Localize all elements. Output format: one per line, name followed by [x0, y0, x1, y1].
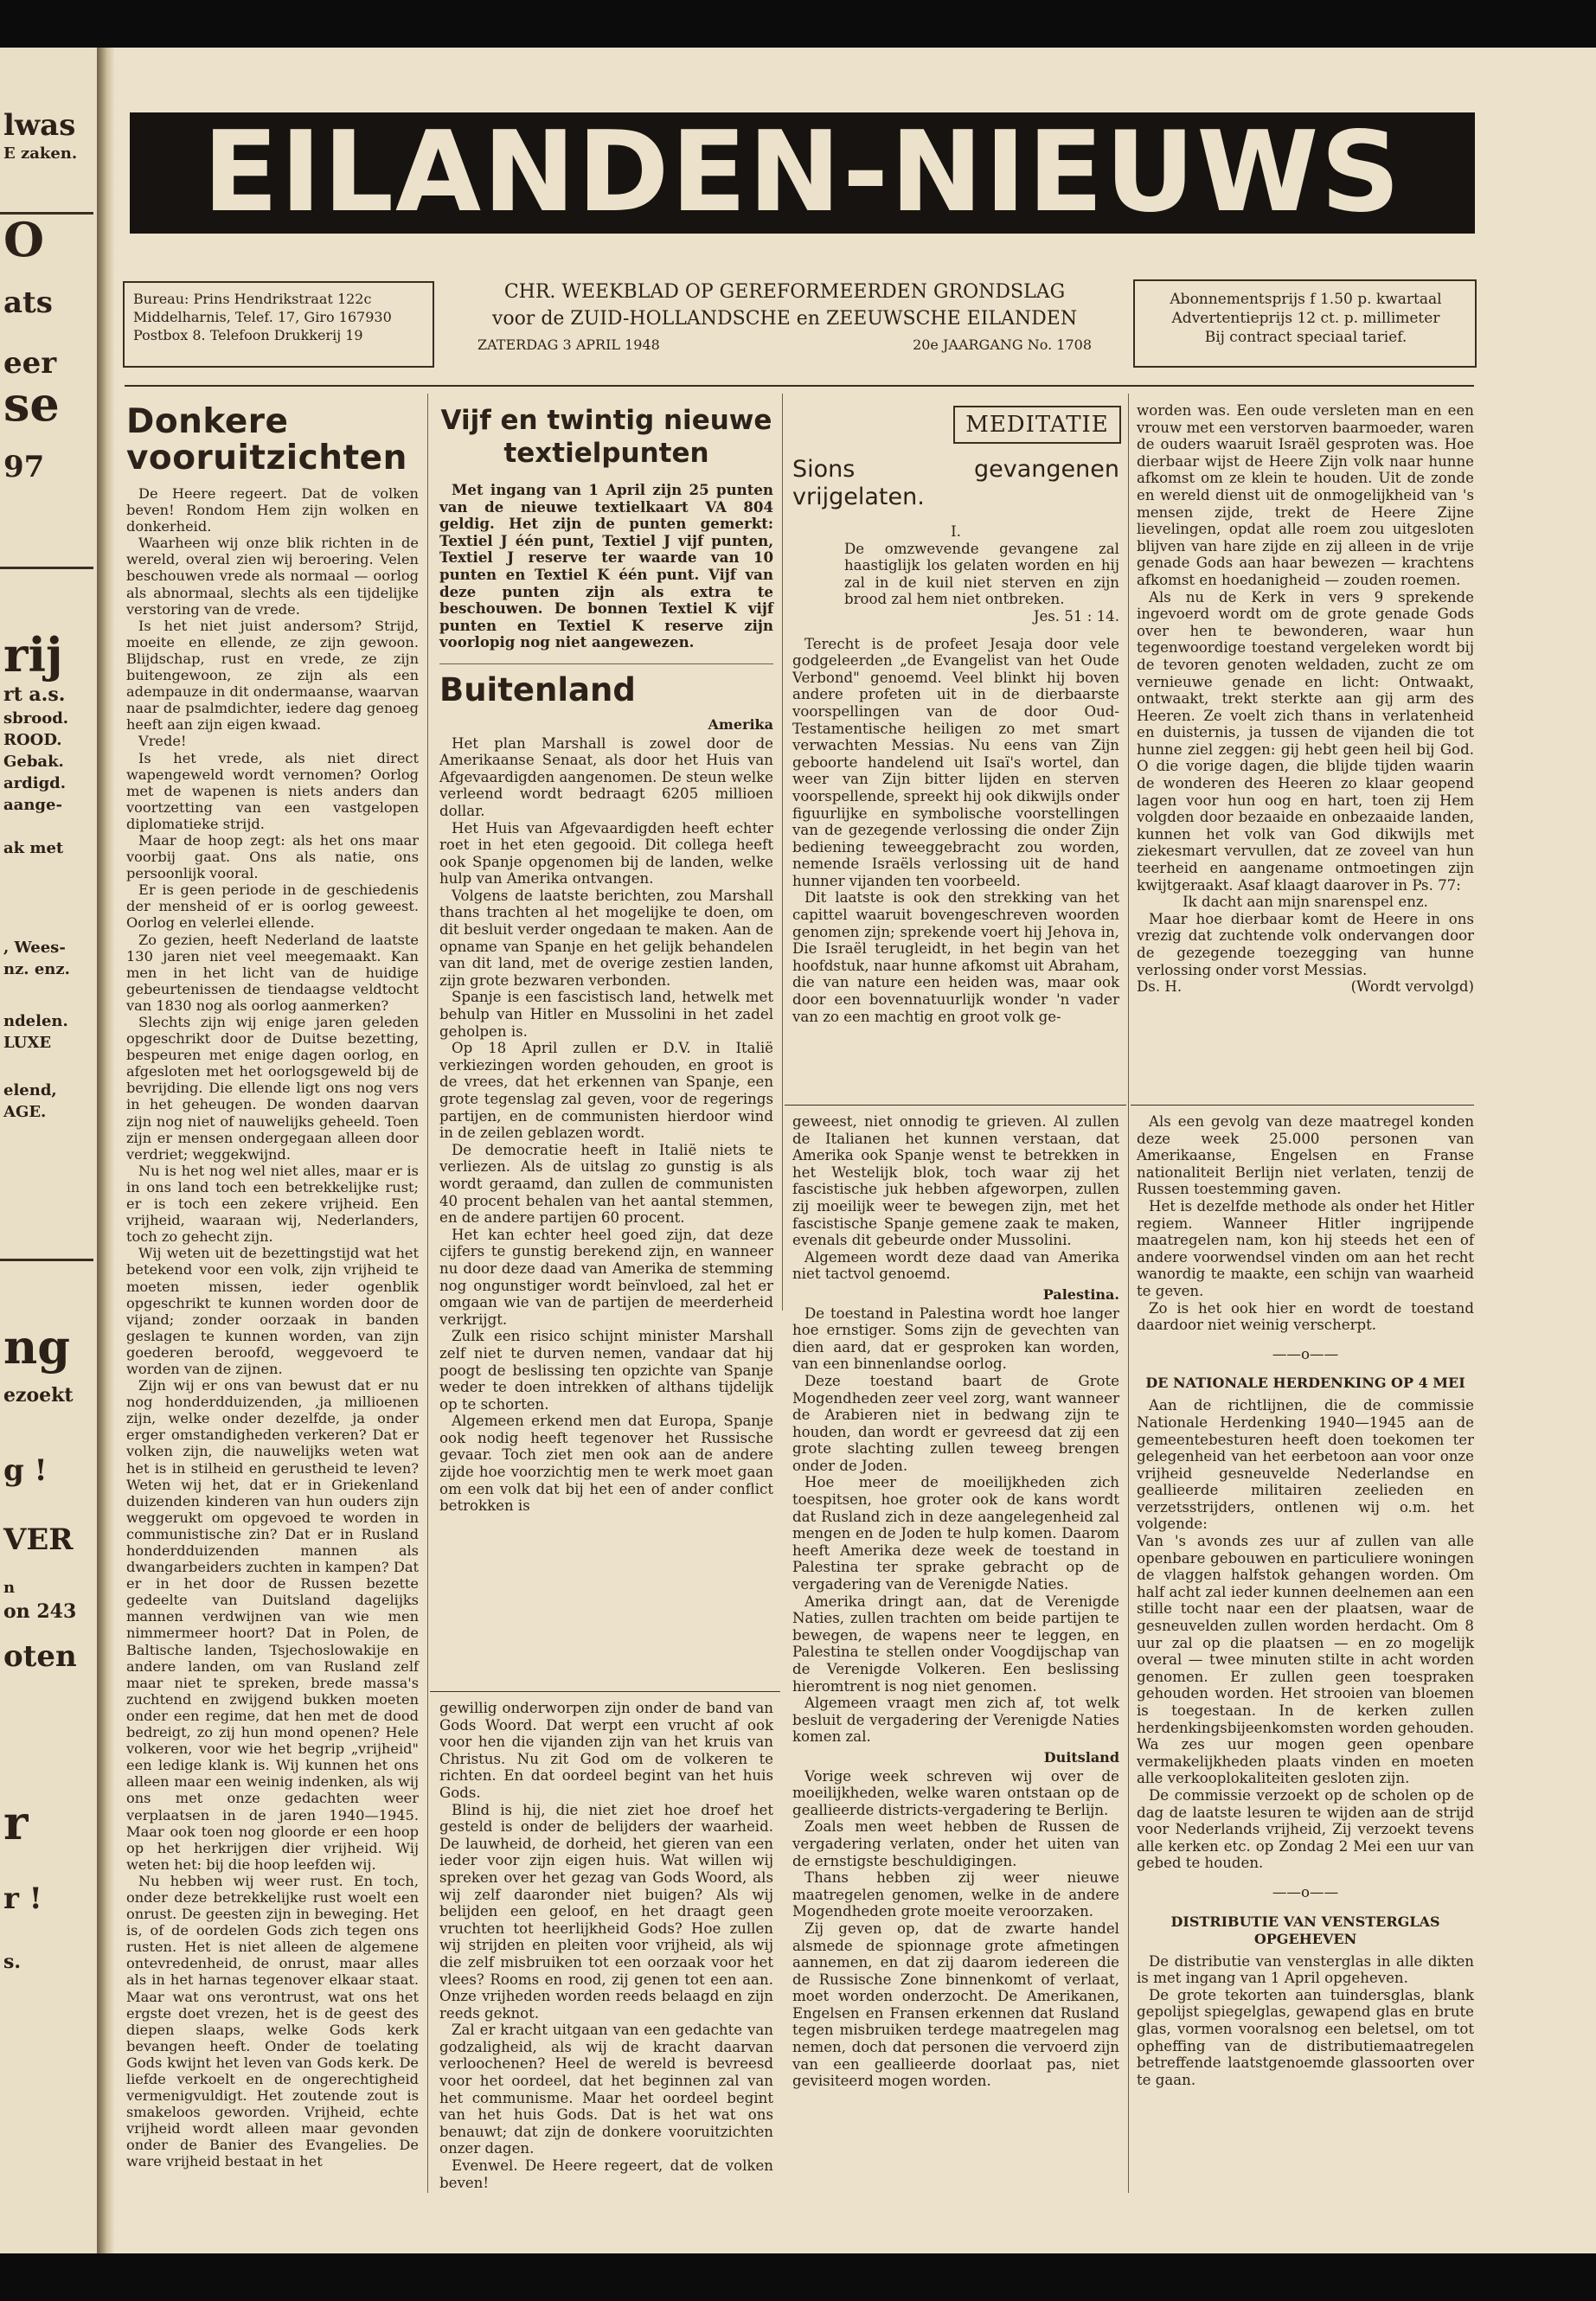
paragraph: Het kan echter heel goed zijn, dat deze cijfers te gunstig berekend zijn, en wanneer nu door deze daad van Amerika de stemming nog ongunstiger wordt beïnvloed, zal het er omgaan wie van de partijen de meerderheid verkrijgt. [439, 1226, 773, 1328]
paragraph: Waarheen wij onze blik richten in de wereld, overal zien wij beroering. Velen beschouwen vrede als normaal — oorlog als abnormaal, slechts als een tijdelijke verstoring van de vrede. [126, 535, 419, 618]
prev-frag: sbrood. [3, 709, 69, 727]
paragraph: Zoals men weet hebben de Russen de vergadering verlaten, onder het uiten van de ernstigste beschuldigingen. [792, 1818, 1119, 1869]
textiel-text: Met ingang van 1 April zijn 25 punten van de nieuwe textielkaart VA 804 geldig. Het zijn de punten gemerkt: Textiel J één punt, Textiel J vijf punten, Textiel J reserve ter waarde van 10 punten en Textiel K één punt. Vijf van deze punten zijn als extra te beschouwen. De bonnen Textiel K vijf punten en Textiel K reserve zijn voorlopig nog niet aangewezen. [439, 481, 773, 651]
prev-frag: ats [3, 285, 53, 320]
bureau-line: Bureau: Prins Hendrikstraat 122c [133, 291, 372, 307]
paragraph: De democratie heeft in Italië niets te verliezen. Als de uitslag zo gunstig is als wordt geraamd, dan zullen de communisten 40 procent behalen van het aantal stemmen, en de andere partijen 60 procent. [439, 1141, 773, 1227]
subtitle-line-1: CHR. WEEKBLAD OP GEREFORMEERDEN GRONDSLAG [503, 281, 1066, 303]
divider: ——o—— [1272, 1883, 1339, 1900]
masthead-title: EILANDEN-NIEUWS [130, 112, 1475, 234]
part-numeral: I. [951, 523, 961, 540]
column-rule [1128, 394, 1129, 2193]
paragraph: Van 's avonds zes uur af zullen van alle openbare gebouwen en particuliere woningen de vlaggen halfstok gehangen worden. Om half acht zal ieder kunnen deelnemen aan een stille tocht naar een der plaatsen, waar de gesneuvelden zullen worden herdacht. Om 8 uur zal op die plaatsen — en zo mogelijk overal — twee minuten stilte in acht worden genomen. Er zullen geen toespraken gehouden worden. Het strooien van bloemen is toegestaan. In de kerken zullen herdenkingsbijeenkomsten worden gehouden. Wa zes uur mogen geen openbare vermakelijkheden plaats vinden en moeten alle verkooplokaliteiten gesloten zijn. [1137, 1533, 1474, 1787]
prev-frag: nz. enz. [3, 960, 70, 978]
donkere-continued [439, 1700, 773, 2191]
to-be-continued: (Wordt vervolgd) [1350, 978, 1474, 996]
scripture-reference: Jes. 51 : 14. [1033, 607, 1119, 625]
prev-frag: r ! [3, 1881, 42, 1916]
prev-frag: VER [3, 1522, 74, 1557]
previous-page-strip [0, 48, 99, 2253]
binding-gutter [97, 48, 114, 2253]
prev-frag: 97 [3, 450, 45, 484]
paragraph: Nu is het nog wel niet alles, maar er is in ons land toch een betrekkelijke rust; er is toch een zekere vrijheid. Een vrijheid, waaraan wij, Nederlanders, toch zo gehecht zijn. [126, 1162, 419, 1246]
divider: ——o—— [1272, 1345, 1339, 1362]
buitenland-title: Buitenland [439, 670, 636, 708]
article-title: Donkere vooruitzichten [126, 402, 407, 478]
buitenland-continued [792, 1113, 1119, 2090]
meditatie-article [792, 404, 1119, 1025]
prev-frag: ak met [3, 839, 64, 857]
header-rule [125, 385, 1474, 387]
paragraph: Op 18 April zullen er D.V. in Italië verkiezingen worden gehouden, en groot is de vrees, dat het erkennen van Spanje, een grote tegenslag zal geven, voor de regerings partijen, en de communisten hierdoor wind in de zeilen geblazen wordt. [439, 1040, 773, 1142]
prev-frag: LUXE [3, 1034, 52, 1052]
column-rule [427, 394, 428, 2193]
paragraph: Er is geen periode in de geschiedenis der mensheid of er is oorlog geweest. Oorlog en velerlei ellende. [126, 881, 419, 932]
masthead-subtitle [452, 281, 1118, 353]
scripture-quote: De omzwevende gevangene zal haastiglijk los gelaten worden en hij zal in de kuil niet sterven en zijn brood zal hem niet ontbreken. [844, 540, 1119, 608]
paragraph: Vrede! [138, 733, 187, 750]
prev-frag: r [3, 1795, 29, 1850]
paragraph: De Heere regeert. Dat de volken beven! Rondom Hem zijn wolken en donkerheid. [126, 485, 419, 535]
paragraph: Thans hebben zij weer nieuwe maatregelen genomen, welke in de andere Mogendheden grote moeite veroorzaken. [792, 1869, 1119, 1920]
paragraph: Volgens de laatste berichten, zou Marshall thans trachten al het mogelijke te doen, om dit besluit verder ongedaan te maken. Aan de opname van Spanje en het gelijk behandelen van dit land, met de overige zestien landen, zijn grote bezwaren verbonden. [439, 887, 773, 989]
prev-frag: Gebak. [3, 753, 64, 771]
paragraph: Zulk een risico schijnt minister Marshall zelf niet te durven nemen, vandaar dat hij poogt de beslissing ten opzichte van Spanje weder te doen intrekken of althans tijdelijk op te schorten. [439, 1328, 773, 1413]
prev-frag: ROOD. [3, 731, 62, 749]
issue-date: ZATERDAG 3 APRIL 1948 [478, 336, 660, 353]
rate-line: Abonnementsprijs f 1.50 p. kwartaal [1170, 291, 1442, 308]
paragraph: gewillig onderworpen zijn onder de band van Gods Woord. Dat werpt een vrucht af ook voor hen die vijanden zijn van het kruis van Christus. Nu zit God om de volkeren te richten. En dat oordeel begint van het huis Gods. [439, 1700, 773, 1801]
paragraph: Dit laatste is ook den strekking van het capittel waaruit bovengeschreven woorden genomen zijn; sprekende voert hij Jehova in, Die Israël terugleidt, in het begin van het hoofdstuk, naar hunne afkomst uit Abraham, die van nature een heiden was, maar ook door een bovennatuurlijk wonder 'n vader van zo een machtig en groot volk ge- [792, 889, 1119, 1025]
section-head-duitsland: Duitsland [1043, 1748, 1119, 1766]
paragraph: Als nu de Kerk in vers 9 sprekende ingevoerd wordt om de grote genade Gods over hen te bewonderen, waar hun tegenwoordige toestand vergeleken wordt bij de tevoren genoten weldaden, zucht ze om vernieuwe genade en licht: Ontwaakt, ontwaakt, trekt sterkte aan gij arm des Heeren. Ze voelt zich thans in verlatenheid en duisternis, ja tussen de vijanden die tot hunne ziel zeggen: gij hebt geen heil bij God. O die vorige dagen, die blijde tijden waarin de wonderen des Heeren zo klaar geopend lagen voor hun oog en hart, toen zij Hem volgden door bezaaide en onbezaaide landen, kunnen het volk van God dikwijls met ziekesmart vervullen, dat ze zoveel van hun teerheid en aangename ontmoetingen zijn kwijtgeraakt. Asaf klaagt daarover in Ps. 77: [1137, 588, 1474, 894]
paragraph: De toestand in Palestina wordt hoe langer hoe ernstiger. Soms zijn de gevechten van dien aard, dat er gesproken kan worden, van een binnenlandse oorlog. [792, 1304, 1119, 1373]
subtitle-line-2: voor de ZUID-HOLLANDSCHE en ZEEUWSCHE EILANDEN [491, 308, 1078, 330]
paragraph: Het plan Marshall is zowel door de Amerikaanse Senaat, als door het Huis van Afgevaardigden aangenomen. De steun welke verleend wordt bedraagt 6205 millioen dollar. [439, 734, 773, 819]
rate-line: Advertentieprijs 12 ct. p. millimeter [1171, 310, 1440, 327]
prev-frag: , Wees- [3, 939, 66, 957]
paragraph: Aan de richtlijnen, die de commissie Nationale Herdenking 1940—1945 aan de gemeentebesturen heeft doen toekomen ter gelegenheid van het eerbetoon aan voor onze vrijheid gesneuvelde Nederlandse en geallieerde militairen zeelieden en verzetsstrijders, ontlenen wij o.m. het volgende: [1137, 1397, 1474, 1533]
paragraph: Amerika dringt aan, dat de Verenigde Naties, zullen trachten om beide partijen te bewegen, de wapens neer te leggen, en Palestina te stellen onder Voogdijschap van de Verenigde Volkeren. Een beslissing hieromtrent is nog niet genomen. [792, 1593, 1119, 1695]
paragraph: Hoe meer de moeilijkheden zich toespitsen, hoe groter ook de kans wordt dat Rusland zich in deze aangelegenheid zal mengen en de Joden te hulp komen. Daarom heeft Amerika deze week de toestand in Palestina ter sprake gebracht op de vergadering van de Verenigde Naties. [792, 1474, 1119, 1593]
paragraph: Algemeen wordt deze daad van Amerika niet tactvol genoemd. [792, 1248, 1119, 1283]
article-donkere-vooruitzichten [126, 402, 419, 2170]
paragraph: Is het niet juist andersom? Strijd, moeite en ellende, ze zijn gewoon. Blijdschap, rust en vrede, ze zijn buitengewoon, ze zijn als een adempauze in dit ondermaanse, waarvan naar de psalmdichter, iedere dag genoeg heeft aan zijn eigen kwaad. [126, 617, 419, 734]
prev-frag: on 243 [3, 1600, 77, 1623]
prev-frag: elend, [3, 1081, 57, 1099]
section-rule [430, 1691, 780, 1692]
newspaper-page [114, 48, 1596, 2253]
bureau-box [123, 281, 434, 368]
paragraph: Spanje is een fascistisch land, hetwelk met behulp van Hitler en Mussolini in het zadel geholpen is. [439, 989, 773, 1040]
paragraph: Zijn wij er ons van bewust dat er nu nog honderdduizenden, ,ja millioenen zijn, welke onder dezelfde, ja onder erger omstandigheden verkeren? Dat er volken zijn, die nauwelijks weten wat het is in stilheid en gerustheid te leven? Weten wij het, dat er in Griekenland duizenden kinderen van hun ouders zijn weggerukt om opgevoed te worden in communistische zin? Dat er in Rusland honderdduizenden mannen als dwangarbeiders zuchten in kampen? Dat er in het door de Russen bezette gedeelte van Duitsland dagelijks mannen verdwijnen van wie men nimmermeer hoort? Dat in Polen, de Baltische landen, Tsjechoslowakije en andere landen, om van Rusland zelf maar niet te spreken, brede massa's zuchtend en zwijgend bukken moeten onder een regime, dat hen met de dood bedreigt, zo zij hun mond openen? Hele volkeren, voor wie het begrip „vrijheid" een ledige klank is. Wij kunnen het ons alleen maar een weinig indenken, als wij ons met onze gedachten weer verplaatsen in de jaren 1940—1945. Maar ook toen nog gloorde er een hoop op het herkrijgen dier vrijheid. Wij weten het: bij die hoop leefden wij. [126, 1377, 419, 1873]
paragraph: Evenwel. De Heere regeert, dat de volken beven! [439, 2157, 773, 2191]
herdenking-title: DE NATIONALE HERDENKING OP 4 MEI [1145, 1375, 1465, 1392]
rates-box [1133, 279, 1477, 368]
signature: Ds. H. [1137, 978, 1183, 996]
section-rule [1131, 1105, 1474, 1106]
bureau-line: Postbox 8. Telefoon Drukkerij 19 [133, 327, 363, 343]
paragraph: Als een gevolg van deze maatregel konden deze week 25.000 personen van Amerikaanse, Engelsen en Franse nationaliteit Berlijn niet verlaten, tenzij de Russen toestemming gaven. [1137, 1113, 1474, 1198]
prev-frag: E zaken. [3, 144, 78, 163]
column-4-lower [1137, 1113, 1474, 2088]
prev-frag: ndelen. [3, 1012, 68, 1030]
textiel-title: Vijf en twintig nieuwe textielpunten [440, 405, 772, 469]
column-2 [439, 404, 773, 1515]
prev-frag: n [3, 1579, 16, 1597]
paragraph: Het is dezelfde methode als onder het Hitler regiem. Wanneer Hitler ingrijpende maatregelen nam, kon hij steeds het een of andere voorwendsel vinden om aan het recht wanordig te maakte, een schijn van waarheid te geven. [1137, 1197, 1474, 1299]
prev-frag: lwas [3, 108, 76, 143]
paragraph: Zo gezien, heeft Nederland de laatste 130 jaren niet veel meegemaakt. Kan men in het licht van de huidige gebeurtenissen de tiendaagse veldtocht van 1830 nog als oorlog aanmerken? [126, 931, 419, 1014]
paragraph: Zo is het ook hier en wordt de toestand daardoor niet weinig verscherpt. [1137, 1299, 1474, 1334]
rate-line: Bij contract speciaal tarief. [1204, 329, 1407, 346]
paragraph: Algemeen erkend men dat Europa, Spanje ook nodig heeft tegenover het Russische gevaar. Toch ziet men ook aan de andere zijde hoe voorzichtig men te werk moet gaan om een volk dat bij het een of ander conflict betrokken is [439, 1413, 773, 1515]
bureau-line: Middelharnis, Telef. 17, Giro 167930 [133, 309, 392, 325]
paragraph: Blind is hij, die niet ziet hoe droef het gesteld is onder de belijders der waarheid. De lauwheid, de dorheid, het gieren van een ieder voor zijn eigen huis. Wat willen wij spreken over het gezag van Gods Woord, als wij zelf daaronder niet buigen? Als wij belijden een geloof, en het draagt geen vruchten tot heerlijkheid Gods? Hoe zullen wij strijden en pleiten voor vrijheid, als wij die zelf misbruiken tot een oorzaak voor het vlees? Rooms en rood, zij genen tot een aan. Onze vrijheden worden reeds belaagd en zijn reeds geknot. [439, 1801, 773, 2022]
paragraph: De distributie van vensterglas in alle dikten is met ingang van 1 April opgeheven. [1137, 1952, 1474, 1987]
paragraph: worden was. Een oude versleten man en een vrouw met een verstorven baarmoeder, waren de ouders waaruit Israël gesproten was. Hoe dierbaar wijst de Heere Zijn volk naar hunne afkomst om ze klein te houden. Uit de zonde en wereld dienst uit de onmogelijkheid van 's mensen zijde, trekt de Heere Zijne lievelingen, opdat alle roem zou uitgesloten blijven van hare zijde en zij alleen in de vrije genade Gods aan haar bewezen — krachtens afkomst en hoedanigheid — zouden roemen. [1137, 402, 1474, 588]
column-rule [782, 394, 783, 1311]
issue-volume: 20e JAARGANG No. 1708 [913, 336, 1092, 353]
paragraph: Vorige week schreven wij over de moeilijkheden, welke waren ontstaan op de geallieerde districts-vergadering te Berlijn. [792, 1767, 1119, 1818]
paragraph: Maar de hoop zegt: als het ons maar voorbij gaat. Ons als natie, ons persoonlijk vooral. [126, 831, 419, 882]
prev-frag: aange- [3, 796, 62, 814]
paragraph: Zij geven op, dat de zwarte handel alsmede de spionnage grote afmetingen aannemen, en dat zij daarom iedereen die de Russische Zone binnenkomt of verlaat, moet worden onderzocht. De Amerikanen, Engelsen en Fransen erkennen dat Rusland tegen misbruiken terdege maatregelen mag nemen, doch dat personen die vervoerd zijn van een geallieerde doorlaat pas, niet gevisiteerd mogen worden. [792, 1920, 1119, 2090]
meditatie-label: MEDITATIE [953, 406, 1121, 444]
prev-frag: s. [3, 1951, 22, 1973]
paragraph: Is het vrede, als niet direct wapengeweld wordt vernomen? Oorlog met de wapenen is niets anders dan voortzetting van een vastgelopen diplomatieke strijd. [126, 749, 419, 832]
paragraph: Terecht is de profeet Jesaja door vele godgeleerden „de Evangelist van het Oude Verbond" genoemd. Veel blinkt hij boven andere profeten uit in de dierbaarste voorspellingen van de door Oud-Testamentische heiligen zo met smart verwachten Messias. Nu eens van Zijn geboorte handelend uit Isaï's wortel, dan weer van Zijn bitter lijden en sterven voorspellende, spreekt hij ook dikwijls onder figuurlijke en symbolische voorstellingen van de gezegende verlossing die onder Zijn bediening teweeggebracht zou worden, nemende Israëls verlossing uit de hand hunner vijanden ten voorbeeld. [792, 635, 1119, 889]
vensterglas-title: DISTRIBUTIE VAN VENSTERGLAS OPGEHEVEN [1170, 1913, 1440, 1947]
prev-frag: ng [3, 1319, 71, 1375]
psalm-line: Ik dacht aan mijn snarenspel enz. [1183, 894, 1428, 911]
prev-frag: ardigd. [3, 774, 67, 792]
prev-frag: rij [3, 627, 63, 683]
meditatie-title: Sions gevangenen vrijgelaten. [792, 456, 1119, 510]
paragraph: Algemeen vraagt men zich af, tot welk besluit de vergadering der Verenigde Naties komen zal. [792, 1695, 1119, 1746]
paragraph: Slechts zijn wij enige jaren geleden opgeschrikt door de Duitse bezetting, bespeuren met enige dagen oorlog, en afgesloten met het oorlogsgeweld bij de bevrijding. Die ellende ligt ons nog vers in het geheugen. De wonden daarvan zijn nog niet of nauwelijks geheeld. Toen zijn er mensen ondergegaan alleen door verdriet; weggekwijnd. [126, 1014, 419, 1163]
section-head-palestina: Palestina. [1042, 1285, 1119, 1303]
paragraph: Het Huis van Afgevaardigden heeft echter roet in het eten gegooid. Dit collega heeft ook Spanje opgenomen bij de landen, welke hulp van Amerika ontvangen. [439, 819, 773, 888]
paragraph: De commissie verzoekt op de scholen op de dag de laatste lesuren te wijden aan de strijd voor Nederlands vrijheid, Zij verzoekt tevens alle kerken etc. op Zondag 2 Mei een uur van gebed te houden. [1137, 1786, 1474, 1872]
paragraph: Zal er kracht uitgaan van een gedachte van godzaligheid, als wij de kracht daarvan verloochenen? Heel de wereld is bevreesd voor het oordeel, dat het beginnen zal van het communisme. Maar het oordeel begint van het huis Gods. Dat is het wat ons benauwt; dat zijn de donkere vooruitzichten onzer dagen. [439, 2022, 773, 2157]
meditatie-continued [1137, 402, 1474, 996]
prev-frag: g ! [3, 1453, 48, 1488]
prev-frag: oten [3, 1639, 77, 1674]
paragraph: Deze toestand baart de Grote Mogendheden zeer veel zorg, want wanneer de Arabieren niet in bedwang zijn te houden, dan wordt er gevreesd dat zij een grote slachting zullen teweeg brengen onder de Joden. [792, 1372, 1119, 1474]
prev-frag: O [3, 212, 45, 267]
paragraph: geweest, niet onnodig te grieven. Al zullen de Italianen het kunnen verstaan, dat Amerika ook Spanje wenst te betrekken in het Westelijk blok, toch waar zij het fascistische juk hebben afgeworpen, zullen zij moeilijk weer te bewegen zijn, met het fascistische Spanje gemene zaak te maken, evenals dit gebeurde onder Mussolini. [792, 1113, 1119, 1249]
paragraph: Wij weten uit de bezettingstijd wat het betekend voor een volk, zijn vrijheid te moeten missen, ieder ogenblik opgeschrikt te kunnen worden door de vijand; zonder oorzaak in banden geslagen te kunnen worden, van zijn goederen beroofd, weggevoerd te worden van de zijnen. [126, 1245, 419, 1377]
paragraph: De grote tekorten aan tuindersglas, blank gepolijst spiegelglas, gewapend glas en brute glas, vormen vooralsnog een beletsel, om tot opheffing van de distributiemaatregelen betreffende laatstgenoemde glassoorten over te gaan. [1137, 1986, 1474, 2088]
prev-frag: se [3, 376, 60, 432]
prev-frag: rt a.s. [3, 683, 66, 706]
section-head-amerika: Amerika [708, 715, 773, 733]
prev-frag: AGE. [3, 1103, 47, 1121]
paragraph: Nu hebben wij weer rust. En toch, onder deze betrekkelijke rust woelt een onrust. De geesten zijn in beweging. Het is, of de oordelen Gods zich tegen ons rusten. Het is niet alleen de algemene ontevredenheid, de onrust, maar alles als in het harnas tegenover elkaar staat. Maar wat ons verontrust, wat ons het ergste doet vrezen, het is de geest des diepen slaaps, welke Gods kerk bevangen heeft. Onder de toelating Gods kwijnt het leven van Gods kerk. De liefde verkoelt en de ongerechtigheid vermenigvuldigt. Het zoutende zout is smakeloos geworden. Vrijheid, echte vrijheid wordt alleen maar gevonden onder de Banier des Evangelies. De ware vrijheid bestaat in het [126, 1872, 419, 2170]
paragraph: Maar hoe dierbaar komt de Heere in ons vrezig dat zuchtende volk ondervangen door de gezegende toezegging van hunne verlossing onder vorst Messias. [1137, 910, 1474, 978]
prev-frag: ezoekt [3, 1384, 74, 1407]
prev-frag: eer [3, 346, 57, 381]
meditatie-end-rule [785, 1105, 1126, 1106]
